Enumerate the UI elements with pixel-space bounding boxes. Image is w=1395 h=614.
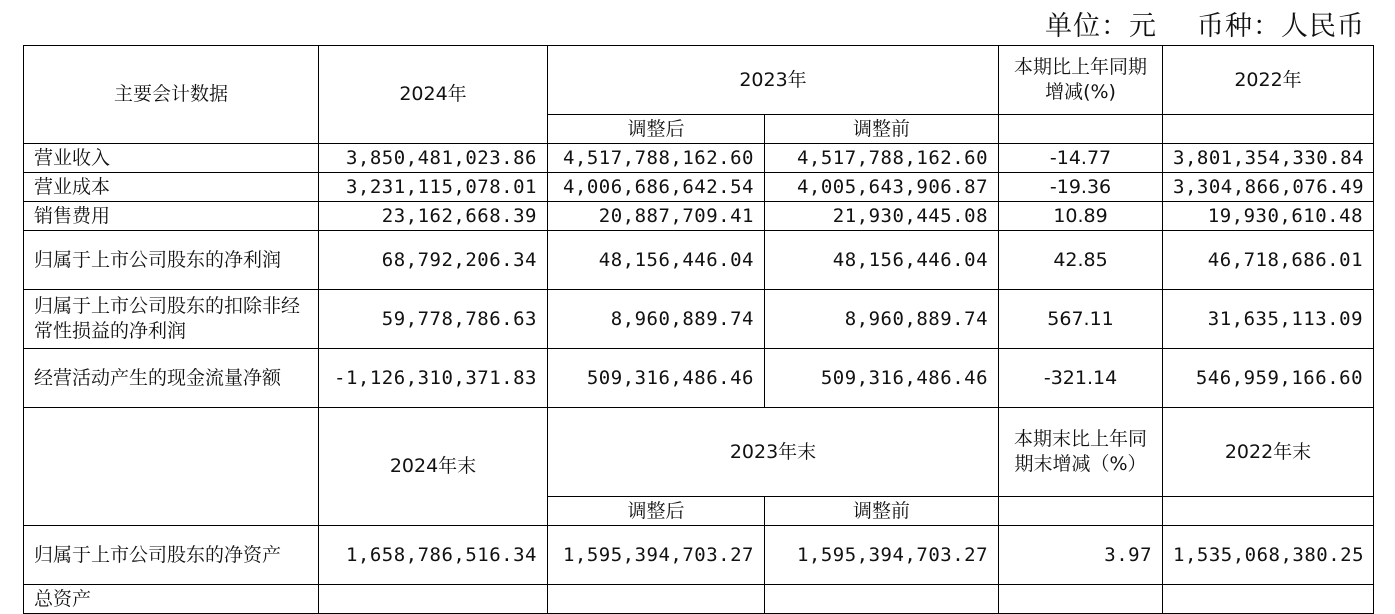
value-change: -321.14 (999, 349, 1163, 408)
value-2024: 1,658,786,516.34 (319, 526, 548, 585)
value-2023-before: 4,005,643,906.87 (765, 173, 999, 202)
header-blank (24, 408, 319, 526)
header-2024-end: 2024年末 (319, 408, 548, 526)
table-row (24, 202, 1374, 231)
value-change: 42.85 (999, 231, 1163, 290)
table-row (24, 526, 1374, 585)
value-change: 3.97 (999, 526, 1163, 585)
value-2023-adjusted: 20,887,709.41 (548, 202, 765, 231)
header-2022: 2022年 (1163, 46, 1374, 115)
row-label: 归属于上市公司股东的净资产 (24, 526, 319, 585)
value-change: 567.11 (999, 290, 1163, 349)
value-2022: 546,959,166.60 (1163, 349, 1374, 408)
table-row (24, 231, 1374, 290)
value-2022: 46,718,686.01 (1163, 231, 1374, 290)
value-2024: 59,778,786.63 (319, 290, 548, 349)
header-empty (999, 115, 1163, 144)
header-2023: 2023年 (548, 46, 999, 115)
value-change: -19.36 (999, 173, 1163, 202)
value-change: -14.77 (999, 144, 1163, 173)
value-change (999, 585, 1163, 614)
value-2022: 3,801,354,330.84 (1163, 144, 1374, 173)
value-2023-before: 48,156,446.04 (765, 231, 999, 290)
value-2024: 3,850,481,023.86 (319, 144, 548, 173)
value-2024: 23,162,668.39 (319, 202, 548, 231)
row-label: 归属于上市公司股东的扣除非经常性损益的净利润 (24, 290, 319, 349)
row-label: 经营活动产生的现金流量净额 (24, 349, 319, 408)
unit-label: 单位：元 (1045, 11, 1157, 42)
header-main-data: 主要会计数据 (24, 46, 319, 144)
header-2024: 2024年 (319, 46, 548, 144)
value-2022: 1,535,068,380.25 (1163, 526, 1374, 585)
header-change: 本期比上年同期增减(%) (999, 46, 1163, 115)
value-2023-adjusted: 8,960,889.74 (548, 290, 765, 349)
value-2024: 3,231,115,078.01 (319, 173, 548, 202)
table-row (24, 144, 1374, 173)
value-2023-before: 509,316,486.46 (765, 349, 999, 408)
row-label: 营业收入 (24, 144, 319, 173)
header-empty (1163, 497, 1374, 526)
key-accounting-data-table (23, 45, 1374, 614)
row-label: 总资产 (24, 585, 319, 614)
row-label: 销售费用 (24, 202, 319, 231)
value-2024 (319, 585, 548, 614)
header-row-2 (24, 408, 1374, 497)
header-adjusted: 调整后 (548, 115, 765, 144)
value-2023-adjusted (548, 585, 765, 614)
value-2024: -1,126,310,371.83 (319, 349, 548, 408)
header-2023-end: 2023年末 (548, 408, 999, 497)
value-2023-adjusted: 4,517,788,162.60 (548, 144, 765, 173)
table-row (24, 585, 1374, 614)
unit-currency-line (1045, 4, 1365, 43)
value-2022: 31,635,113.09 (1163, 290, 1374, 349)
value-2023-adjusted: 48,156,446.04 (548, 231, 765, 290)
value-2023-before (765, 585, 999, 614)
table-row (24, 173, 1374, 202)
value-2023-before: 21,930,445.08 (765, 202, 999, 231)
value-2023-adjusted: 1,595,394,703.27 (548, 526, 765, 585)
value-2023-adjusted: 509,316,486.46 (548, 349, 765, 408)
value-2023-adjusted: 4,006,686,642.54 (548, 173, 765, 202)
value-2023-before: 8,960,889.74 (765, 290, 999, 349)
value-2022: 3,304,866,076.49 (1163, 173, 1374, 202)
header-2022-end: 2022年末 (1163, 408, 1374, 497)
header-row-1 (24, 46, 1374, 115)
value-2022: 19,930,610.48 (1163, 202, 1374, 231)
value-2023-before: 4,517,788,162.60 (765, 144, 999, 173)
header-empty (999, 497, 1163, 526)
table-row (24, 290, 1374, 349)
header-change-end: 本期末比上年同期末增减（%） (999, 408, 1163, 497)
header-before-adjustment: 调整前 (765, 497, 999, 526)
row-label: 营业成本 (24, 173, 319, 202)
value-2022 (1163, 585, 1374, 614)
table-row (24, 349, 1374, 408)
value-change: 10.89 (999, 202, 1163, 231)
header-before-adjustment: 调整前 (765, 115, 999, 144)
currency-label: 币种：人民币 (1197, 11, 1365, 42)
value-2023-before: 1,595,394,703.27 (765, 526, 999, 585)
header-empty (1163, 115, 1374, 144)
value-2024: 68,792,206.34 (319, 231, 548, 290)
header-adjusted: 调整后 (548, 497, 765, 526)
row-label: 归属于上市公司股东的净利润 (24, 231, 319, 290)
